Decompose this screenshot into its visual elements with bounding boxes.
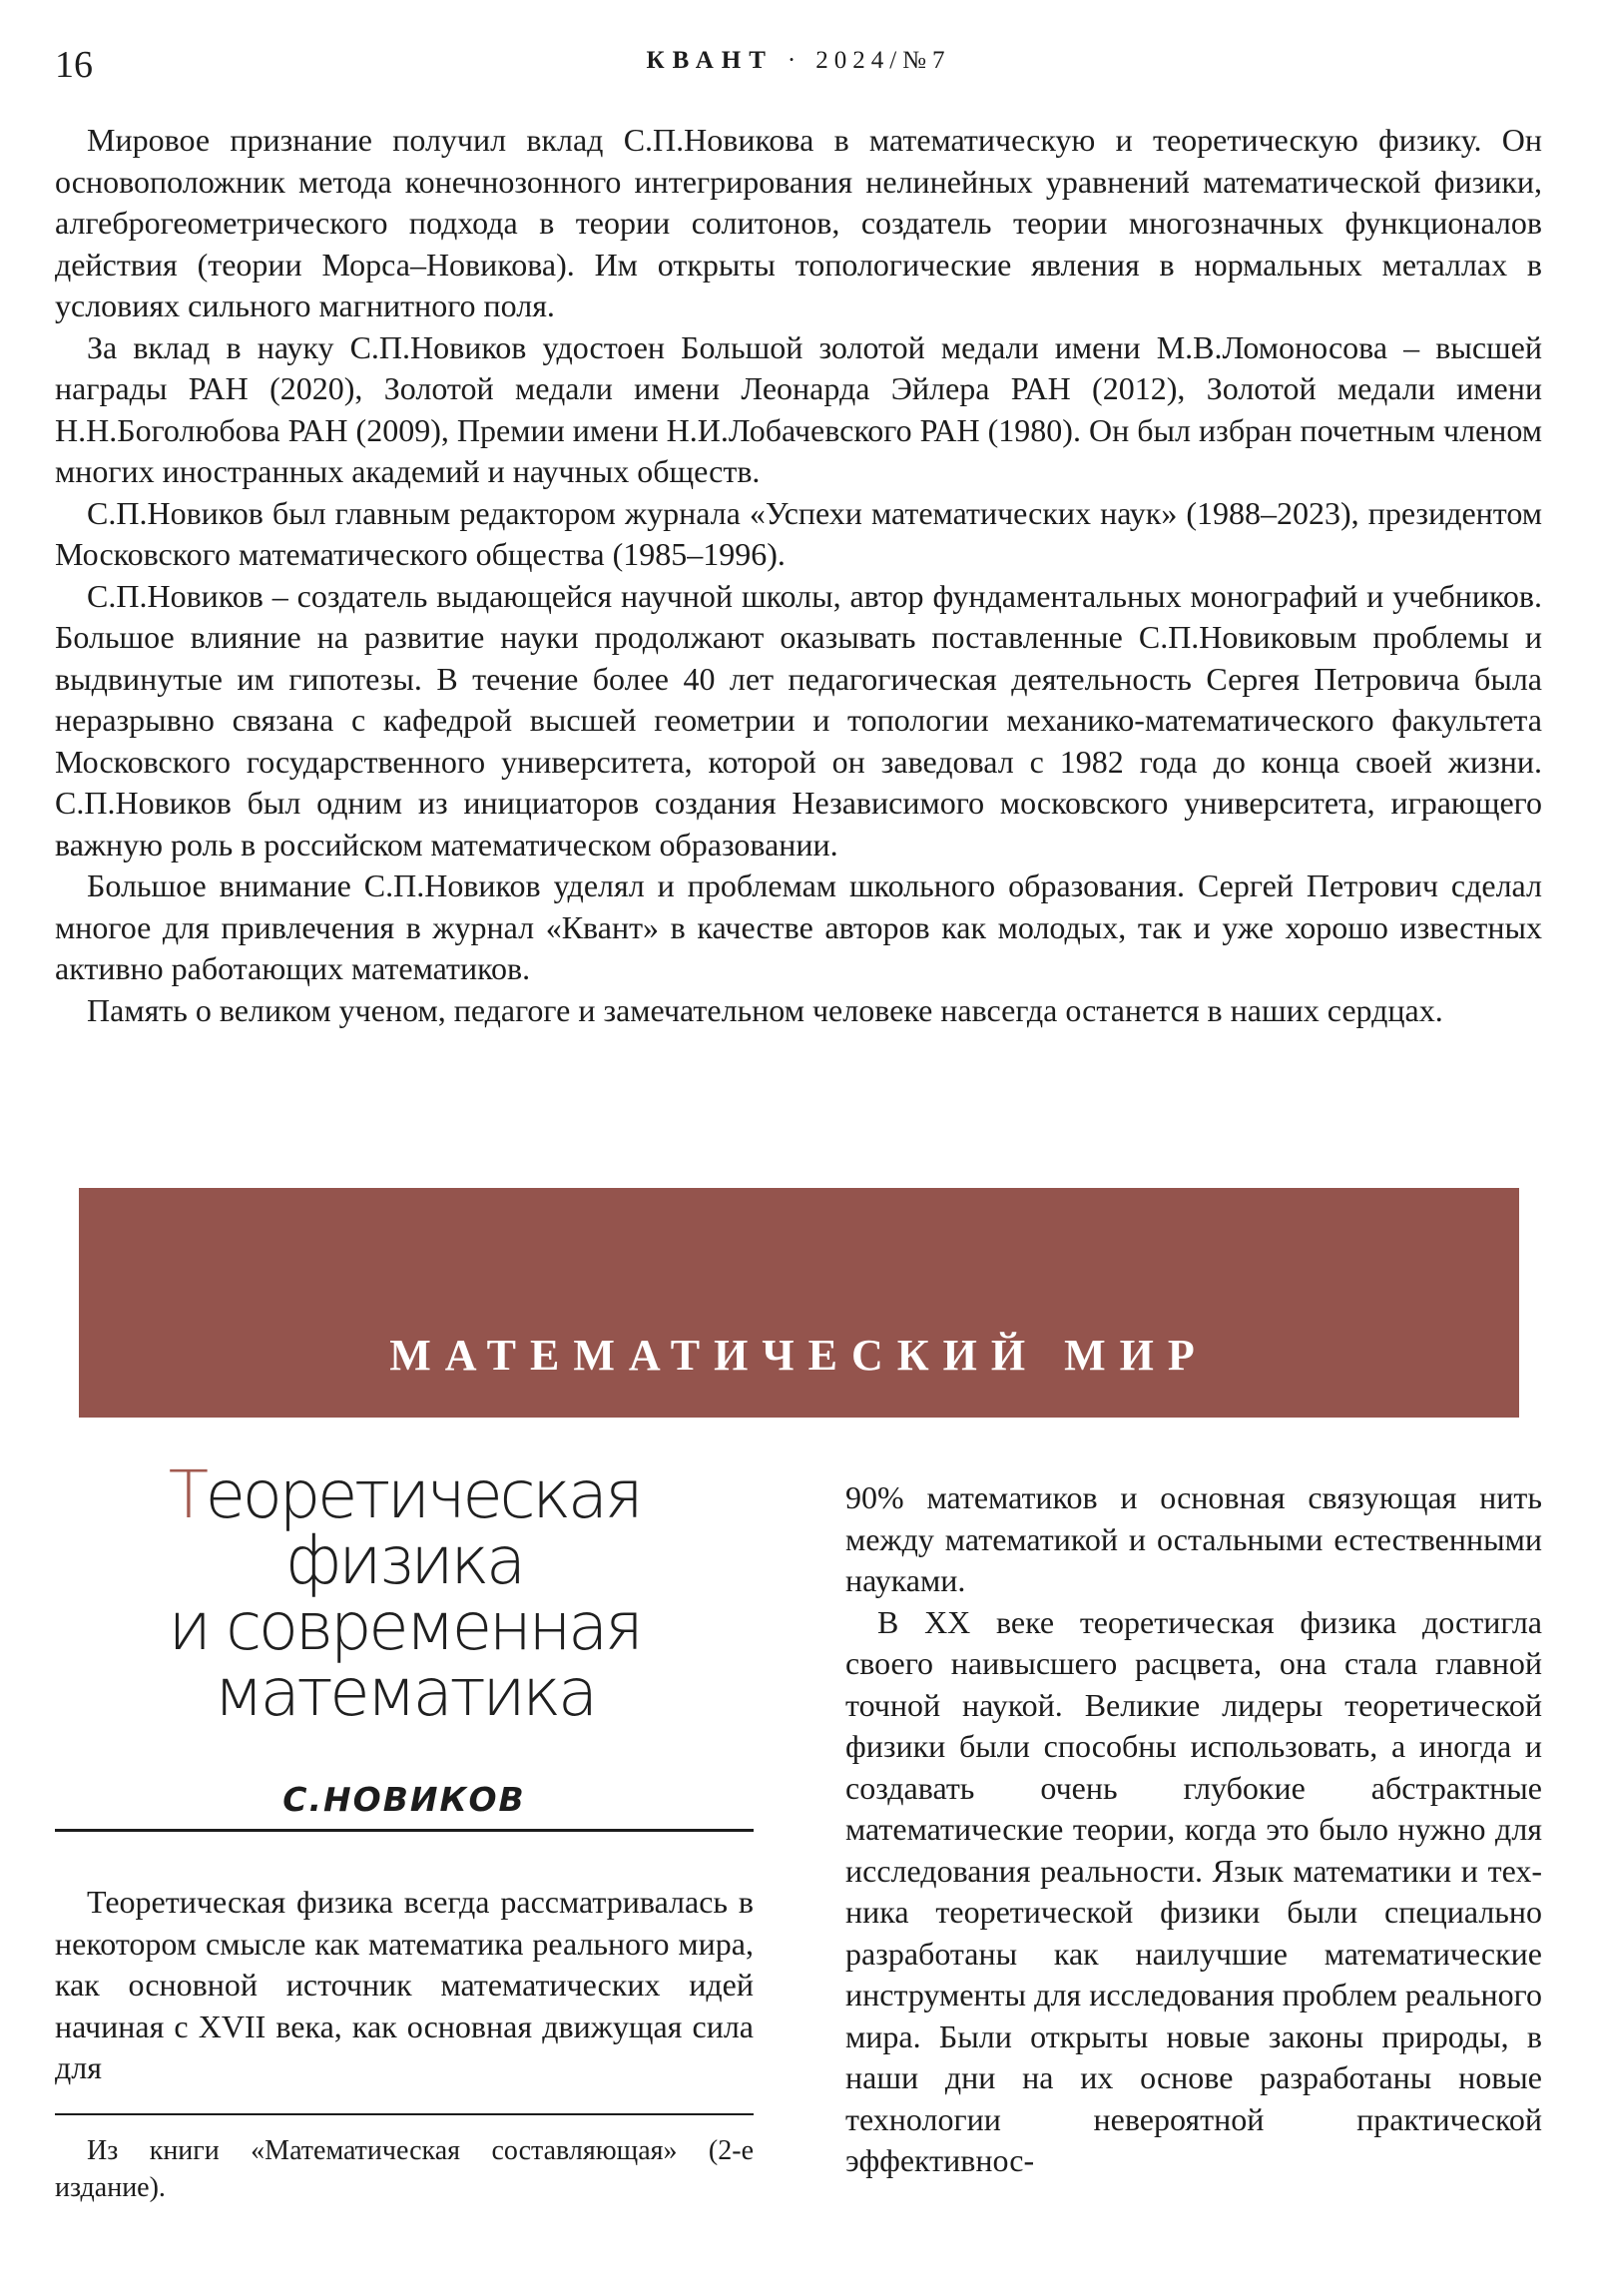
paragraph: В XX веке теоретическая физика достигла своего наивысшего расцвета, она стала главной точной наукой. Великие лидеры теоретической физики были способны использовать, а иногда и создавать очень глубокие абстрактные математические теории, когда это было нужно для исследования реальности. Язык математики и техника теоретической физики были специально разработаны как наилучшие математические инструменты для исследования проблем реального мира. Были открыты новые законы природы, в наши дни на их основе разработаны новые технологии невероятной практической эффективнос-: [845, 1603, 1542, 2178]
section-title: МАТЕМАТИЧЕСКИЙ МИР: [389, 1331, 1209, 1380]
title-line-1-rest: еоретическая физика: [205, 1456, 641, 1599]
issue-number: 2024/№7: [815, 47, 951, 74]
paragraph: С.П.Новиков – создатель выдающейся научной школы, автор фундаментальных монографий и учебников. Большое влияние на развитие науки продолжают оказывать поставленные С.П.Новиковым проблемы и выдвинутые им гипотезы. В течение более 40 лет педагогическая деятельность Сергея Петровича была неразрывно связана с кафедрой высшей геометрии и топологии механико-математического факультета Московского государственного университета, которой он заведовал с 1982 года до конца своей жизни. С.П.Новиков был одним из инициаторов создания Независимого московского университета, играющего важную роль в российском математическом образовании.: [55, 577, 1542, 862]
article-body-right: [845, 1477, 1542, 2182]
title-line-3: математика: [214, 1654, 595, 1731]
section-banner: [79, 1188, 1519, 1418]
obituary-text: [55, 120, 1542, 1031]
footnote: [55, 2132, 754, 2206]
paragraph: За вклад в науку С.П.Новиков удостоен Большой золотой медали имени М.В.Ломоносова – высшей награды РАН (2020), Золотой медали имени Леонарда Эйлера РАН (2012), Золотой медали имени Н.Н.Боголюбова РАН (2009), Премии имени Н.И.Лобачевского РАН (1980). Он был избран почетным членом многих иностранных академий и научных обществ.: [55, 328, 1542, 489]
article-title: [55, 1452, 754, 1731]
article-left-column: [55, 1452, 754, 2089]
author-divider: [55, 1829, 754, 1832]
title-line-2: и современная: [168, 1588, 641, 1665]
title-initial: Т: [168, 1456, 206, 1533]
paragraph: Большое внимание С.П.Новиков уделял и проблемам школьного образования. Сергей Петрович сделал многое для привлечения в журнал «Квант» в качестве авторов как молодых, так и уже хорошо известных активно работающих математиков.: [55, 867, 1542, 986]
page-number: 16: [55, 44, 93, 86]
footnote-divider: [55, 2113, 754, 2115]
paragraph: Мировое признание получил вклад С.П.Новикова в математическую и теоретическую физику. Он основоположник метода конечнозонного интегрирования нелинейных уравнений математической физики, алгеброгеометрического подхода в теории солитонов, создатель теории многозначных функционалов действия (теории Морса–Новикова). Им открыты топологические явления в нормальных металлах в условиях сильного магнитного поля.: [55, 122, 1542, 323]
article-author: С.НОВИКОВ: [282, 1780, 526, 1819]
title-line-1: [55, 1456, 754, 1599]
paragraph: С.П.Новиков был главным редактором журнала «Успехи математических наук» (1988–2023), президентом Московского математического общества (1985–1996).: [55, 494, 1542, 572]
header-separator: ·: [787, 47, 802, 74]
paragraph: Теоретическая физика всегда рассматривалась в некотором смысле как математика реального мира, как основной источник математических идей начиная с XVII века, как основная движущая сила для: [55, 1884, 754, 2085]
footnote-text: Из книги «Математическая составляющая» (2-е издание).: [55, 2135, 754, 2203]
running-head: [0, 48, 1597, 73]
journal-name: КВАНТ: [646, 47, 774, 74]
paragraph: 90% математиков и основная связующая нить между математикой и остальными естественными науками.: [845, 1479, 1542, 1598]
article-body-left: [55, 1882, 754, 2089]
paragraph: Память о великом ученом, педагоге и замечательном человеке навсегда останется в наших сердцах.: [87, 991, 1443, 1028]
